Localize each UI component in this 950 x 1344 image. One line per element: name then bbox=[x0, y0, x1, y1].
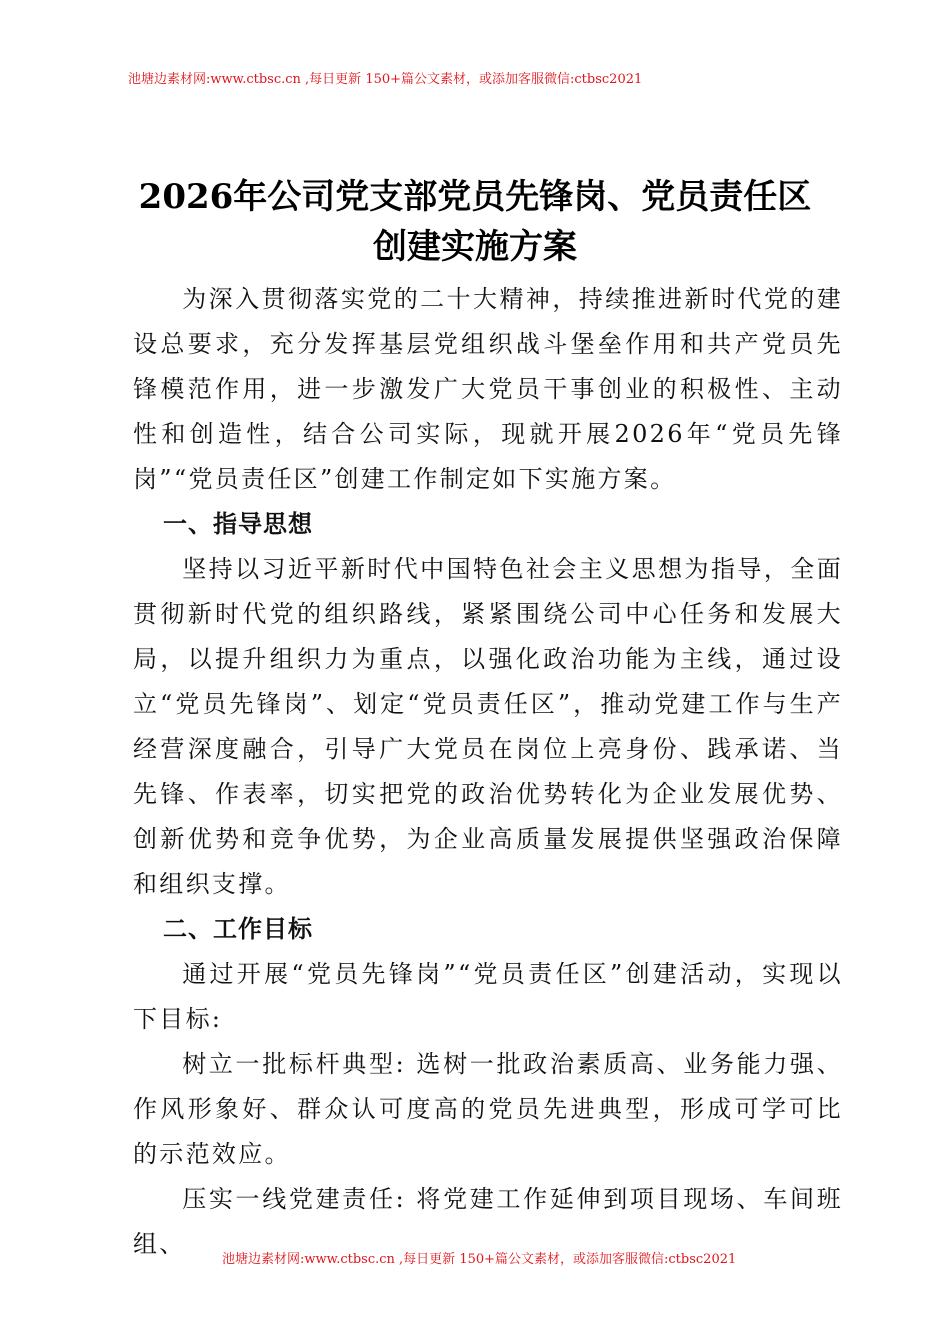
title-line-1: 2026年公司党支部党员先锋岗、党员责任区 bbox=[138, 177, 812, 217]
guiding-ideology-paragraph: 坚持以习近平新时代中国特色社会主义思想为指导，全面贯彻新时代党的组织路线，紧紧围绕公司中心任务和发展大局，以提升组织力为重点，以强化政治功能为主线，通过设立“党员先锋岗”、划定“党员责任区”，推动党建工作与生产经营深度融合，引导广大党员在岗位上亮身份、践承诺、当先锋、作表率，切实把党的政治优势转化为企业发展优势、创新优势和竞争优势，为企业高质量发展提供坚强政治保障和组织支撑。 bbox=[133, 555, 843, 898]
intro-paragraph: 为深入贯彻落实党的二十大精神，持续推进新时代党的建设总要求，充分发挥基层党组织战斗堡垒作用和共产党员先锋模范作用，进一步激发广大党员干事创业的积极性、主动性和创造性，结合公司实际，现就开展2026年“党员先锋岗”“党员责任区”创建工作制定如下实施方案。 bbox=[133, 285, 843, 493]
watermark-header: 池塘边素材网:www.ctbsc.cn ,每日更新 150+篇公文素材，或添加客服微信:ctbsc2021 bbox=[128, 72, 643, 87]
title-line-2: 创建实施方案 bbox=[373, 227, 577, 267]
watermark-footer: 池塘边素材网:www.ctbsc.cn ,每日更新 150+篇公文素材，或添加客服微信:ctbsc2021 bbox=[222, 1252, 737, 1267]
document-body bbox=[133, 277, 843, 1267]
goal-benchmark-paragraph: 树立一批标杆典型: 选树一批政治素质高、业务能力强、作风形象好、群众认可度高的党员先进典型，形成可学可比的示范效应。 bbox=[133, 1050, 843, 1168]
goal-frontline-paragraph: 压实一线党建责任: 将党建工作延伸到项目现场、车间班组、 bbox=[133, 1185, 843, 1258]
section-heading-work-goals: 二、工作目标 bbox=[163, 915, 313, 943]
section-heading-guiding-ideology: 一、指导思想 bbox=[163, 510, 313, 538]
work-goals-intro-paragraph: 通过开展“党员先锋岗”“党员责任区”创建活动，实现以下目标: bbox=[133, 960, 843, 1033]
document-title bbox=[80, 172, 870, 272]
